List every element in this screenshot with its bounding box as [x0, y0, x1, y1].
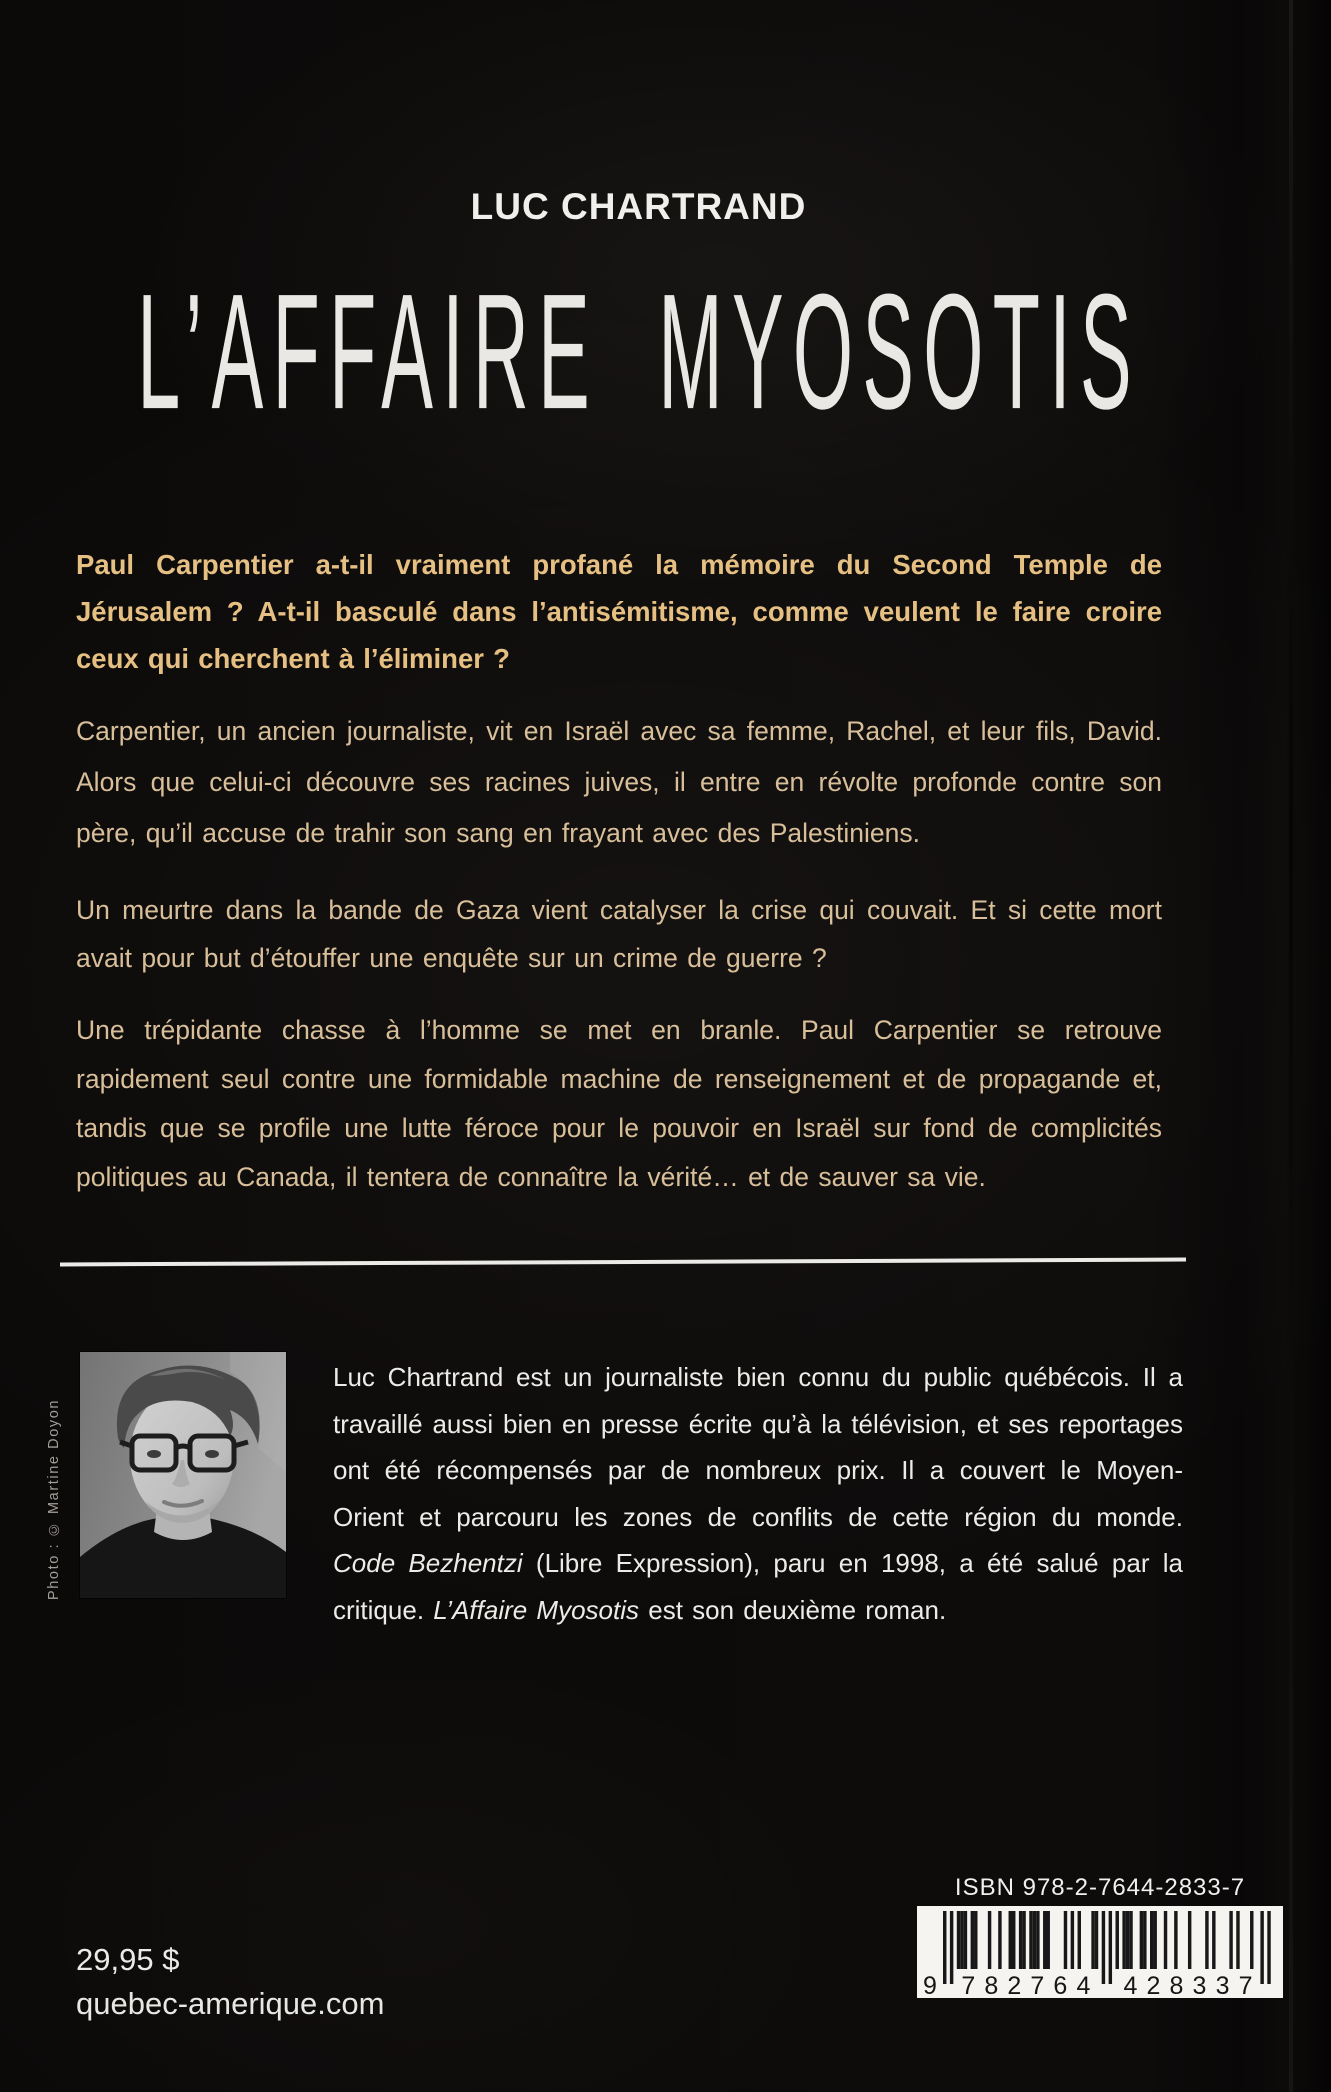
synopsis-paragraph-3: Une trépidante chasse à l’homme se met en branle. Paul Carpentier se retrouve rapidement seul contre une formidable machine de renseignement et de propagande et, tandis que se profile une lutte féroce pour le pouvoir en Israël sur fond de complicités politiques au Canada, il tentera de connaître la vérité… et de sauver sa vie. [76, 1015, 1162, 1192]
divider-line [60, 1258, 1186, 1266]
barcode-digits-left: 782764 [961, 1972, 1091, 1998]
intro-paragraph: Paul Carpentier a-t-il vraiment profané la mémoire du Second Temple de Jérusalem ? A-t-il basculé dans l’antisémitisme, comme veulent le faire croire ceux qui cherchent à l’éliminer ? [76, 549, 1162, 674]
book-title-text: L’AFFAIRE MYOSOTIS [136, 261, 1141, 445]
synopsis-paragraph-2: Un meurtre dans la bande de Gaza vient catalyser la crise qui couvait. Et si cette mort avait pour but d’étouffer une enquête sur un crime de guerre ? [76, 895, 1162, 973]
isbn-label: ISBN 978-2-7644-2833-7 [954, 1874, 1246, 1901]
author-name: LUC CHARTRAND [470, 186, 807, 227]
barcode [917, 1906, 1283, 1998]
price-label: 29,95 $ [76, 1942, 180, 1977]
author-portrait-image [80, 1352, 286, 1598]
author-bio: Luc Chartrand est un journaliste bien connu du public québécois. Il a travaillé aussi bien en presse écrite qu’à la télévision, et ses reportages ont été récompensés par de nombreux prix. Il a couvert le Moyen-Orient et parcouru les zones de conflits de cette région du monde. Code Bezhentzi (Libre Expression), paru en 1998, a été salué par la critique. L’Affaire Myosotis est son deuxième roman. [333, 1362, 1183, 1625]
book-title [76, 261, 1201, 447]
photo-credit: Photo : © Martine Doyon [46, 1398, 62, 1600]
synopsis-paragraph-1: Carpentier, un ancien journaliste, vit en Israël avec sa femme, Rachel, et leur fils, David. Alors que celui-ci découvre ses racines juives, il entre en révolte profonde contre son père, qu’il accuse de trahir son sang en frayant avec des Palestiniens. [76, 716, 1162, 848]
barcode-digit-first: 9 [923, 1972, 937, 1998]
author-photo [80, 1352, 286, 1598]
barcode-digits-right: 428337 [1123, 1972, 1253, 1998]
website-label: quebec-amerique.com [76, 1986, 385, 2021]
barcode-image [917, 1906, 1283, 1998]
